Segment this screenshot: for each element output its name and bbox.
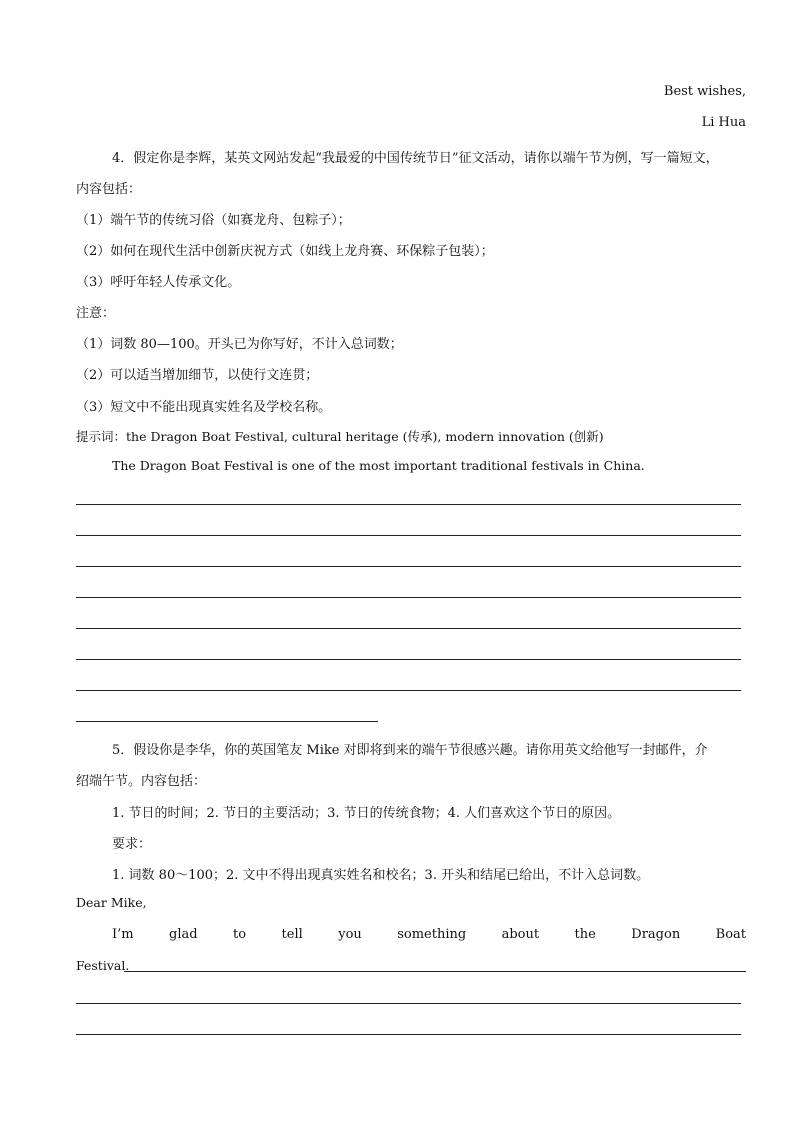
q4-item-1: （1）端午节的传统习俗（如赛龙舟、包粽子）； xyxy=(76,213,351,228)
q4-note-2: （2）可以适当增加细节，以使行文连贯； xyxy=(76,368,319,383)
q5-writing-line[interactable] xyxy=(76,1034,741,1035)
q5-opening-word: the xyxy=(574,927,596,942)
q4-item-2: （2）如何在现代生活中创新庆祝方式（如线上龙舟赛、环保粽子包装）； xyxy=(76,244,494,259)
q5-writing-line[interactable] xyxy=(76,1003,741,1004)
q5-opening-word: you xyxy=(338,927,362,942)
q5-opening-word: about xyxy=(501,927,540,942)
q5-opening-line xyxy=(112,927,746,942)
q4-writing-line[interactable] xyxy=(76,690,741,691)
q4-writing-line[interactable] xyxy=(76,628,741,629)
q4-writing-line[interactable] xyxy=(76,535,741,536)
q5-opening-word: I’m xyxy=(112,927,134,942)
q4-writing-line[interactable] xyxy=(76,597,741,598)
q5-opening-end: Festival. xyxy=(76,958,130,973)
q5-requirements-label: 要求： xyxy=(112,837,152,852)
q4-notes-label: 注意： xyxy=(76,306,116,321)
q5-opening-word: something xyxy=(397,927,467,942)
q4-writing-line[interactable] xyxy=(76,566,741,567)
q4-opening-sentence: The Dragon Boat Festival is one of the most important traditional festivals in China. xyxy=(112,458,645,473)
q4-prompt-line2: 内容包括： xyxy=(76,182,142,197)
q4-note-3: （3）短文中不能出现真实姓名及学校名称。 xyxy=(76,400,332,415)
q5-opening-word: to xyxy=(233,927,247,942)
q4-item-3: （3）呼吁年轻人传承文化。 xyxy=(76,275,241,290)
q4-writing-line[interactable] xyxy=(76,504,741,505)
q5-opening-word: tell xyxy=(281,927,303,942)
q5-writing-line-inline[interactable] xyxy=(124,971,746,972)
q5-prompt-line1: 5．假设你是李华，你的英国笔友 Mike 对即将到来的端午节很感兴趣。请你用英文给他写一封邮件，介 xyxy=(112,743,708,758)
q5-content: 1. 节日的时间；2. 节日的主要活动；3. 节日的传统食物；4. 人们喜欢这个节日的原因。 xyxy=(112,806,621,821)
q4-writing-line-last[interactable] xyxy=(76,721,378,722)
q5-prompt-line2: 绍端午节。内容包括： xyxy=(76,774,207,789)
q4-writing-line[interactable] xyxy=(76,659,741,660)
q5-opening-word: Boat xyxy=(715,927,746,942)
closing-signature: Li Hua xyxy=(701,115,746,130)
q5-opening-word: Dragon xyxy=(631,927,681,942)
q5-requirements: 1. 词数 80～100；2. 文中不得出现真实姓名和校名；3. 开头和结尾已给出，不计入总词数。 xyxy=(112,868,650,883)
q4-prompt-line1: 4．假定你是李辉，某英文网站发起“我最爱的中国传统节日”征文活动，请你以端午节为例，写一篇短文， xyxy=(112,151,719,166)
closing-best-wishes: Best wishes, xyxy=(663,84,746,99)
q4-hint: 提示词：the Dragon Boat Festival, cultural heritage (传承), modern innovation (创新) xyxy=(76,429,604,444)
q4-note-1: （1）词数 80—100。开头已为你写好，不计入总词数； xyxy=(76,337,403,352)
q5-salutation: Dear Mike, xyxy=(76,895,147,910)
q5-opening-word: glad xyxy=(169,927,198,942)
